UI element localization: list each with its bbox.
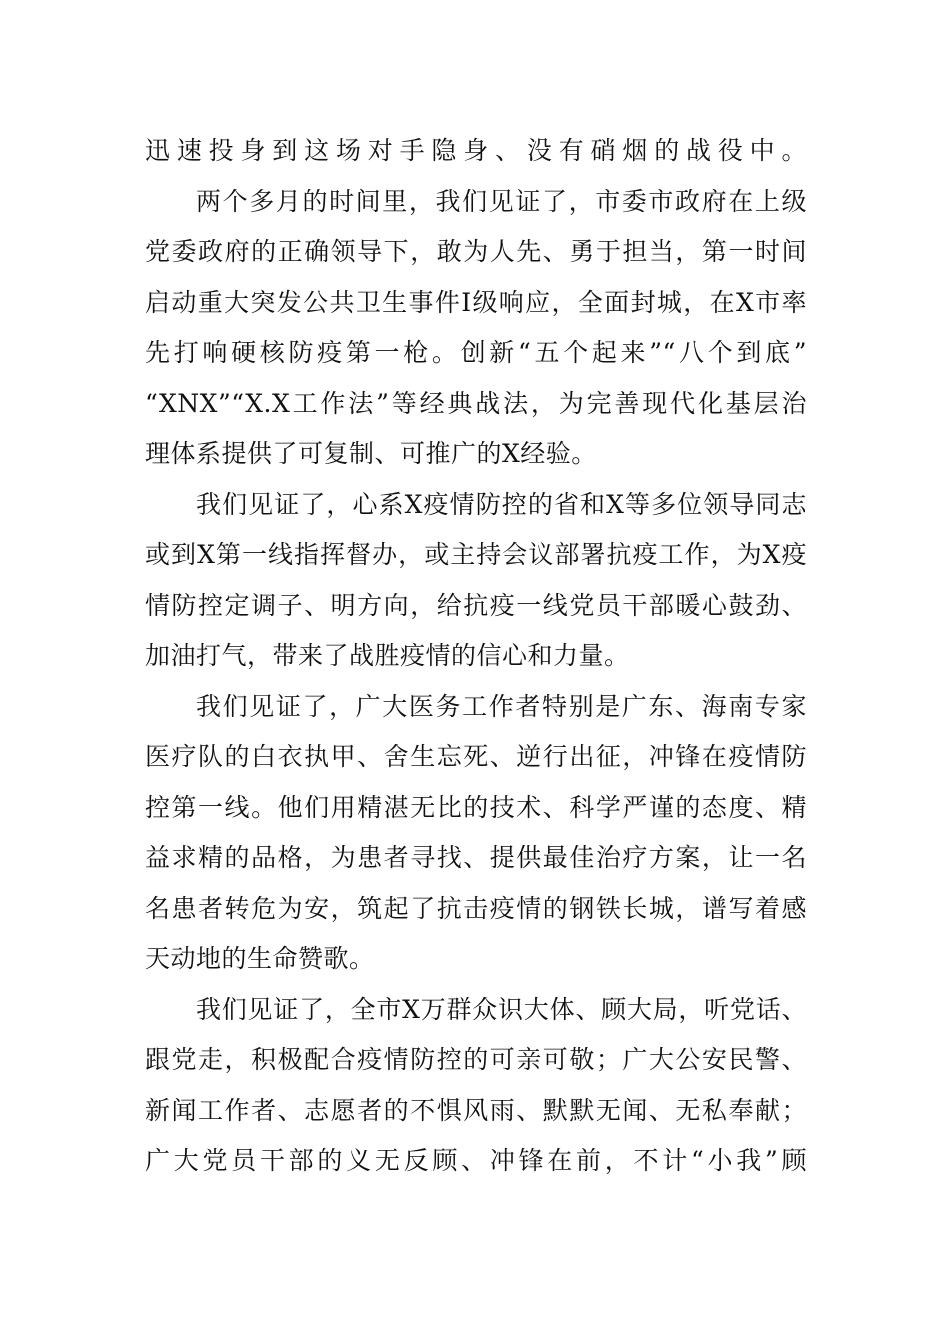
text-line: 先打响硬核防疫第一枪。创新“五个起来”“八个到底”	[145, 338, 807, 367]
paragraph	[145, 985, 807, 1187]
text-line: 情防控定调子、明方向，给抗疫一线党员干部暖心鼓劲、	[145, 590, 807, 620]
text-line: 跟党走，积极配合疫情防控的可亲可敬；广大公安民警、	[145, 1045, 807, 1074]
text-line: 益求精的品格，为患者寻找、提供最佳治疗方案，让一名	[145, 843, 807, 872]
text-line: 迅速投身到这场对手隐身、没有硝烟的战役中。	[145, 136, 807, 165]
paragraph	[145, 126, 807, 177]
text-line: 医疗队的白衣执甲、舍生忘死、逆行出征，冲锋在疫情防	[145, 742, 807, 771]
paragraph	[145, 480, 807, 682]
text-line: “XNX”“X.X工作法”等经典战法，为完善现代化基层治	[145, 388, 807, 418]
text-line: 理体系提供了可复制、可推广的X经验。	[145, 439, 597, 468]
text-line: 我们见证了，广大医务工作者特别是广东、海南专家	[196, 691, 807, 721]
text-line: 启动重大突发公共卫生事件Ⅰ级响应，全面封城，在X市率	[145, 287, 807, 317]
text-line: 天动地的生命赞歌。	[145, 944, 375, 973]
paragraph	[145, 177, 807, 480]
paragraph	[145, 682, 807, 985]
text-line: 两个多月的时间里，我们见证了，市委市政府在上级	[196, 186, 807, 216]
text-line: 我们见证了，心系X疫情防控的省和X等多位领导同志	[196, 489, 807, 519]
document-body	[145, 126, 807, 1187]
text-line: 名患者转危为安，筑起了抗击疫情的钢铁长城，谱写着感	[145, 893, 807, 923]
text-line: 新闻工作者、志愿者的不惧风雨、默默无闻、无私奉献；	[145, 1095, 807, 1125]
text-line: 或到X第一线指挥督办，或主持会议部署抗疫工作，为X疫	[145, 540, 807, 569]
text-line: 加油打气，带来了战胜疫情的信心和力量。	[145, 641, 630, 670]
text-line: 广大党员干部的义无反顾、冲锋在前，不计“小我”顾	[145, 1146, 807, 1175]
text-line: 控第一线。他们用精湛无比的技术、科学严谨的态度、精	[145, 792, 807, 822]
text-line: 我们见证了，全市X万群众识大体、顾大局，听党话、	[196, 994, 807, 1024]
text-line: 党委政府的正确领导下，敢为人先、勇于担当，第一时间	[145, 237, 807, 266]
